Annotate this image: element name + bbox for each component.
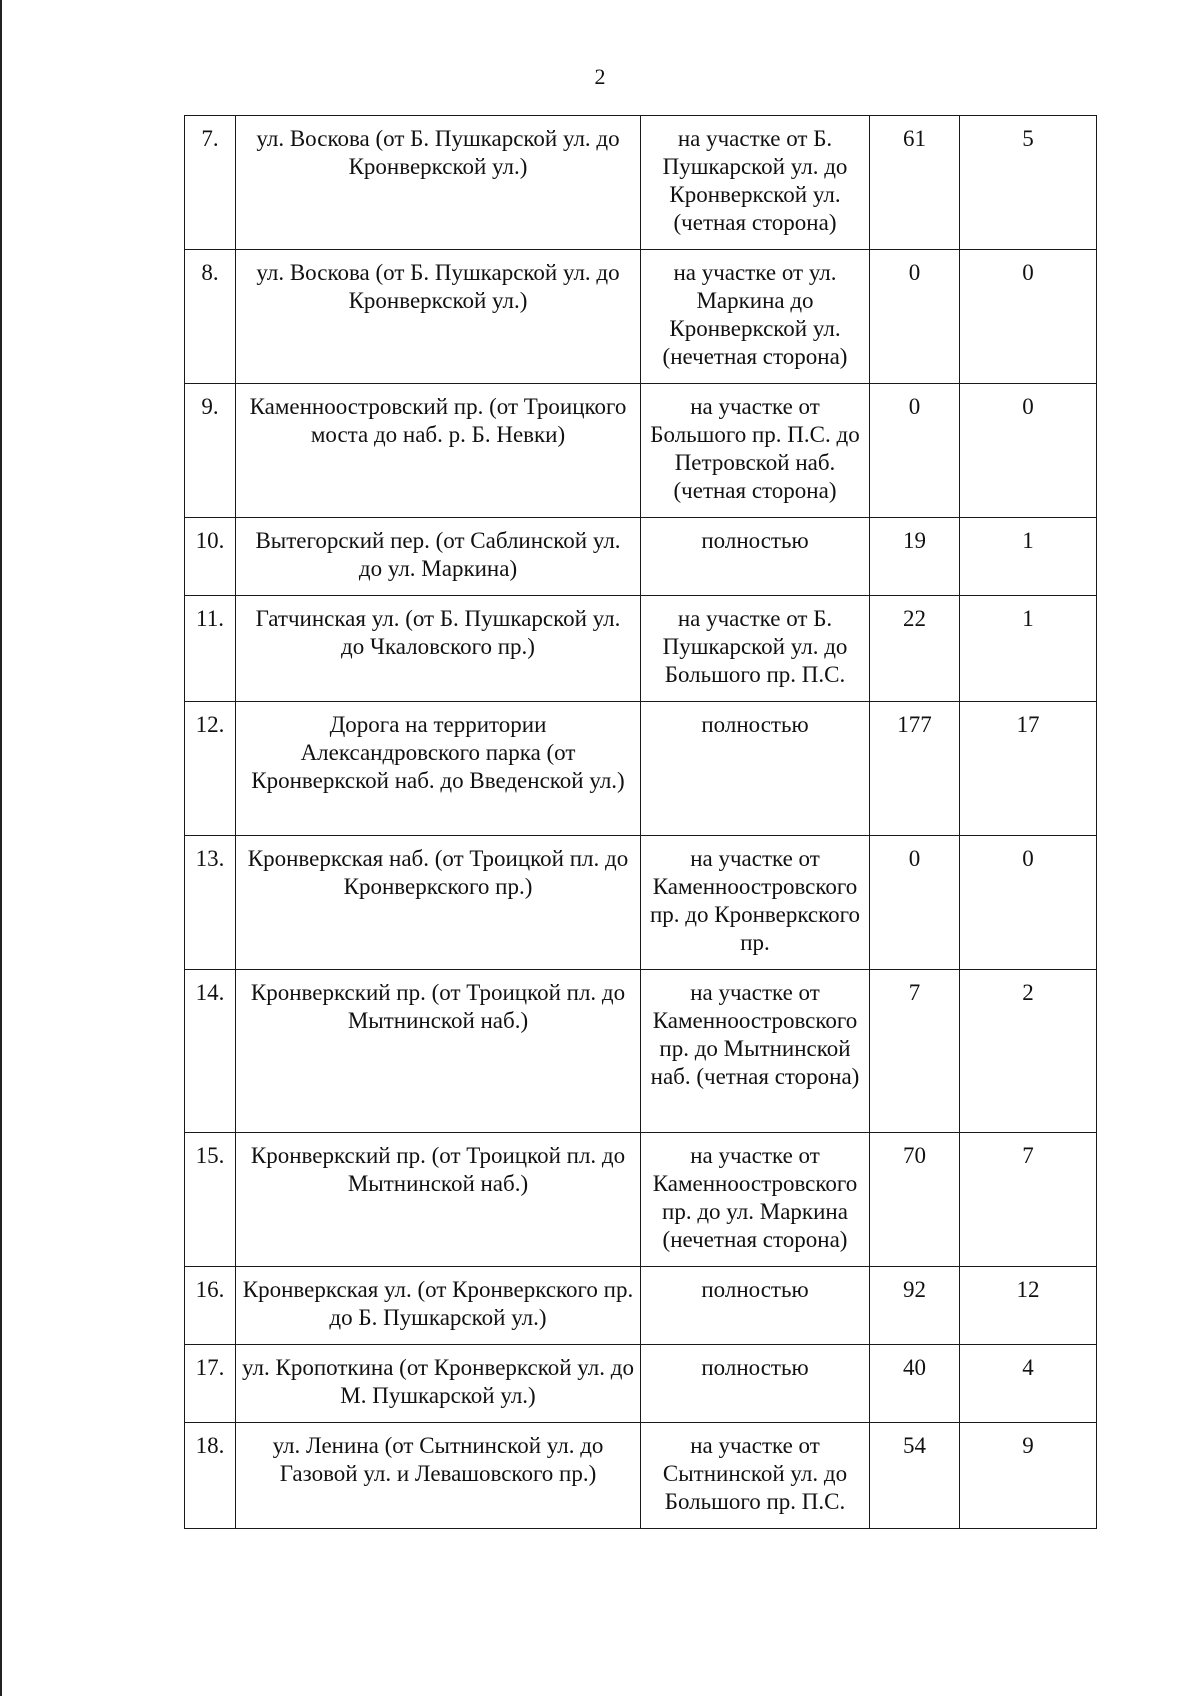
table-row bbox=[185, 702, 1097, 836]
value-col-2: 12 bbox=[960, 1267, 1097, 1345]
street-section: на участке от Большого пр. П.С. до Петровской наб. (четная сторона) bbox=[641, 384, 870, 518]
row-number: 8. bbox=[185, 250, 236, 384]
street-section: полностью bbox=[641, 702, 870, 836]
value-col-2: 5 bbox=[960, 116, 1097, 250]
street-section: на участке от Каменноостровского пр. до Кронверкского пр. bbox=[641, 836, 870, 970]
row-number: 12. bbox=[185, 702, 236, 836]
value-col-1: 54 bbox=[870, 1423, 960, 1529]
table-body bbox=[185, 116, 1097, 1529]
table-row bbox=[185, 518, 1097, 596]
table-row bbox=[185, 384, 1097, 518]
street-name: Каменноостровский пр. (от Троицкого моста до наб. р. Б. Невки) bbox=[236, 384, 641, 518]
value-col-1: 177 bbox=[870, 702, 960, 836]
value-col-1: 19 bbox=[870, 518, 960, 596]
row-number: 13. bbox=[185, 836, 236, 970]
street-section: на участке от Б. Пушкарской ул. до Большого пр. П.С. bbox=[641, 596, 870, 702]
value-col-1: 40 bbox=[870, 1345, 960, 1423]
street-section: на участке от Каменноостровского пр. до ул. Маркина (нечетная сторона) bbox=[641, 1133, 870, 1267]
value-col-2: 2 bbox=[960, 970, 1097, 1133]
street-name: Кронверкская наб. (от Троицкой пл. до Кронверкского пр.) bbox=[236, 836, 641, 970]
table-row bbox=[185, 250, 1097, 384]
scan-edge-line bbox=[0, 0, 2, 1696]
street-section: полностью bbox=[641, 518, 870, 596]
street-name: Дорога на территории Александровского парка (от Кронверкской наб. до Введенской ул.) bbox=[236, 702, 641, 836]
table-row bbox=[185, 970, 1097, 1133]
row-number: 9. bbox=[185, 384, 236, 518]
table-row bbox=[185, 836, 1097, 970]
value-col-2: 4 bbox=[960, 1345, 1097, 1423]
row-number: 16. bbox=[185, 1267, 236, 1345]
value-col-1: 0 bbox=[870, 836, 960, 970]
street-section: на участке от Б. Пушкарской ул. до Кронверкской ул. (четная сторона) bbox=[641, 116, 870, 250]
row-number: 10. bbox=[185, 518, 236, 596]
table-row bbox=[185, 1267, 1097, 1345]
row-number: 18. bbox=[185, 1423, 236, 1529]
value-col-1: 70 bbox=[870, 1133, 960, 1267]
streets-table bbox=[184, 115, 1097, 1529]
street-section: полностью bbox=[641, 1267, 870, 1345]
value-col-1: 0 bbox=[870, 384, 960, 518]
value-col-1: 0 bbox=[870, 250, 960, 384]
value-col-2: 1 bbox=[960, 518, 1097, 596]
row-number: 7. bbox=[185, 116, 236, 250]
table-row bbox=[185, 1423, 1097, 1529]
value-col-2: 9 bbox=[960, 1423, 1097, 1529]
value-col-1: 92 bbox=[870, 1267, 960, 1345]
street-name: ул. Кропоткина (от Кронверкской ул. до М. Пушкарской ул.) bbox=[236, 1345, 641, 1423]
table-row bbox=[185, 1345, 1097, 1423]
row-number: 17. bbox=[185, 1345, 236, 1423]
street-name: Гатчинская ул. (от Б. Пушкарской ул. до Чкаловского пр.) bbox=[236, 596, 641, 702]
street-name: ул. Воскова (от Б. Пушкарской ул. до Кронверкской ул.) bbox=[236, 116, 641, 250]
value-col-2: 0 bbox=[960, 836, 1097, 970]
value-col-1: 22 bbox=[870, 596, 960, 702]
value-col-2: 17 bbox=[960, 702, 1097, 836]
table-row bbox=[185, 1133, 1097, 1267]
value-col-1: 61 bbox=[870, 116, 960, 250]
street-section: полностью bbox=[641, 1345, 870, 1423]
street-section: на участке от ул. Маркина до Кронверкской ул. (нечетная сторона) bbox=[641, 250, 870, 384]
value-col-2: 0 bbox=[960, 384, 1097, 518]
street-name: Кронверкский пр. (от Троицкой пл. до Мытнинской наб.) bbox=[236, 970, 641, 1133]
street-name: ул. Воскова (от Б. Пушкарской ул. до Кронверкской ул.) bbox=[236, 250, 641, 384]
street-section: на участке от Каменноостровского пр. до Мытнинской наб. (четная сторона) bbox=[641, 970, 870, 1133]
value-col-2: 7 bbox=[960, 1133, 1097, 1267]
street-name: Вытегорский пер. (от Саблинской ул. до ул. Маркина) bbox=[236, 518, 641, 596]
row-number: 11. bbox=[185, 596, 236, 702]
street-section: на участке от Сытнинской ул. до Большого пр. П.С. bbox=[641, 1423, 870, 1529]
value-col-2: 1 bbox=[960, 596, 1097, 702]
value-col-1: 7 bbox=[870, 970, 960, 1133]
street-name: Кронверкская ул. (от Кронверкского пр. до Б. Пушкарской ул.) bbox=[236, 1267, 641, 1345]
row-number: 15. bbox=[185, 1133, 236, 1267]
table-row bbox=[185, 116, 1097, 250]
value-col-2: 0 bbox=[960, 250, 1097, 384]
row-number: 14. bbox=[185, 970, 236, 1133]
page-number: 2 bbox=[594, 64, 606, 89]
table-row bbox=[185, 596, 1097, 702]
street-name: Кронверкский пр. (от Троицкой пл. до Мытнинской наб.) bbox=[236, 1133, 641, 1267]
street-name: ул. Ленина (от Сытнинской ул. до Газовой ул. и Левашовского пр.) bbox=[236, 1423, 641, 1529]
